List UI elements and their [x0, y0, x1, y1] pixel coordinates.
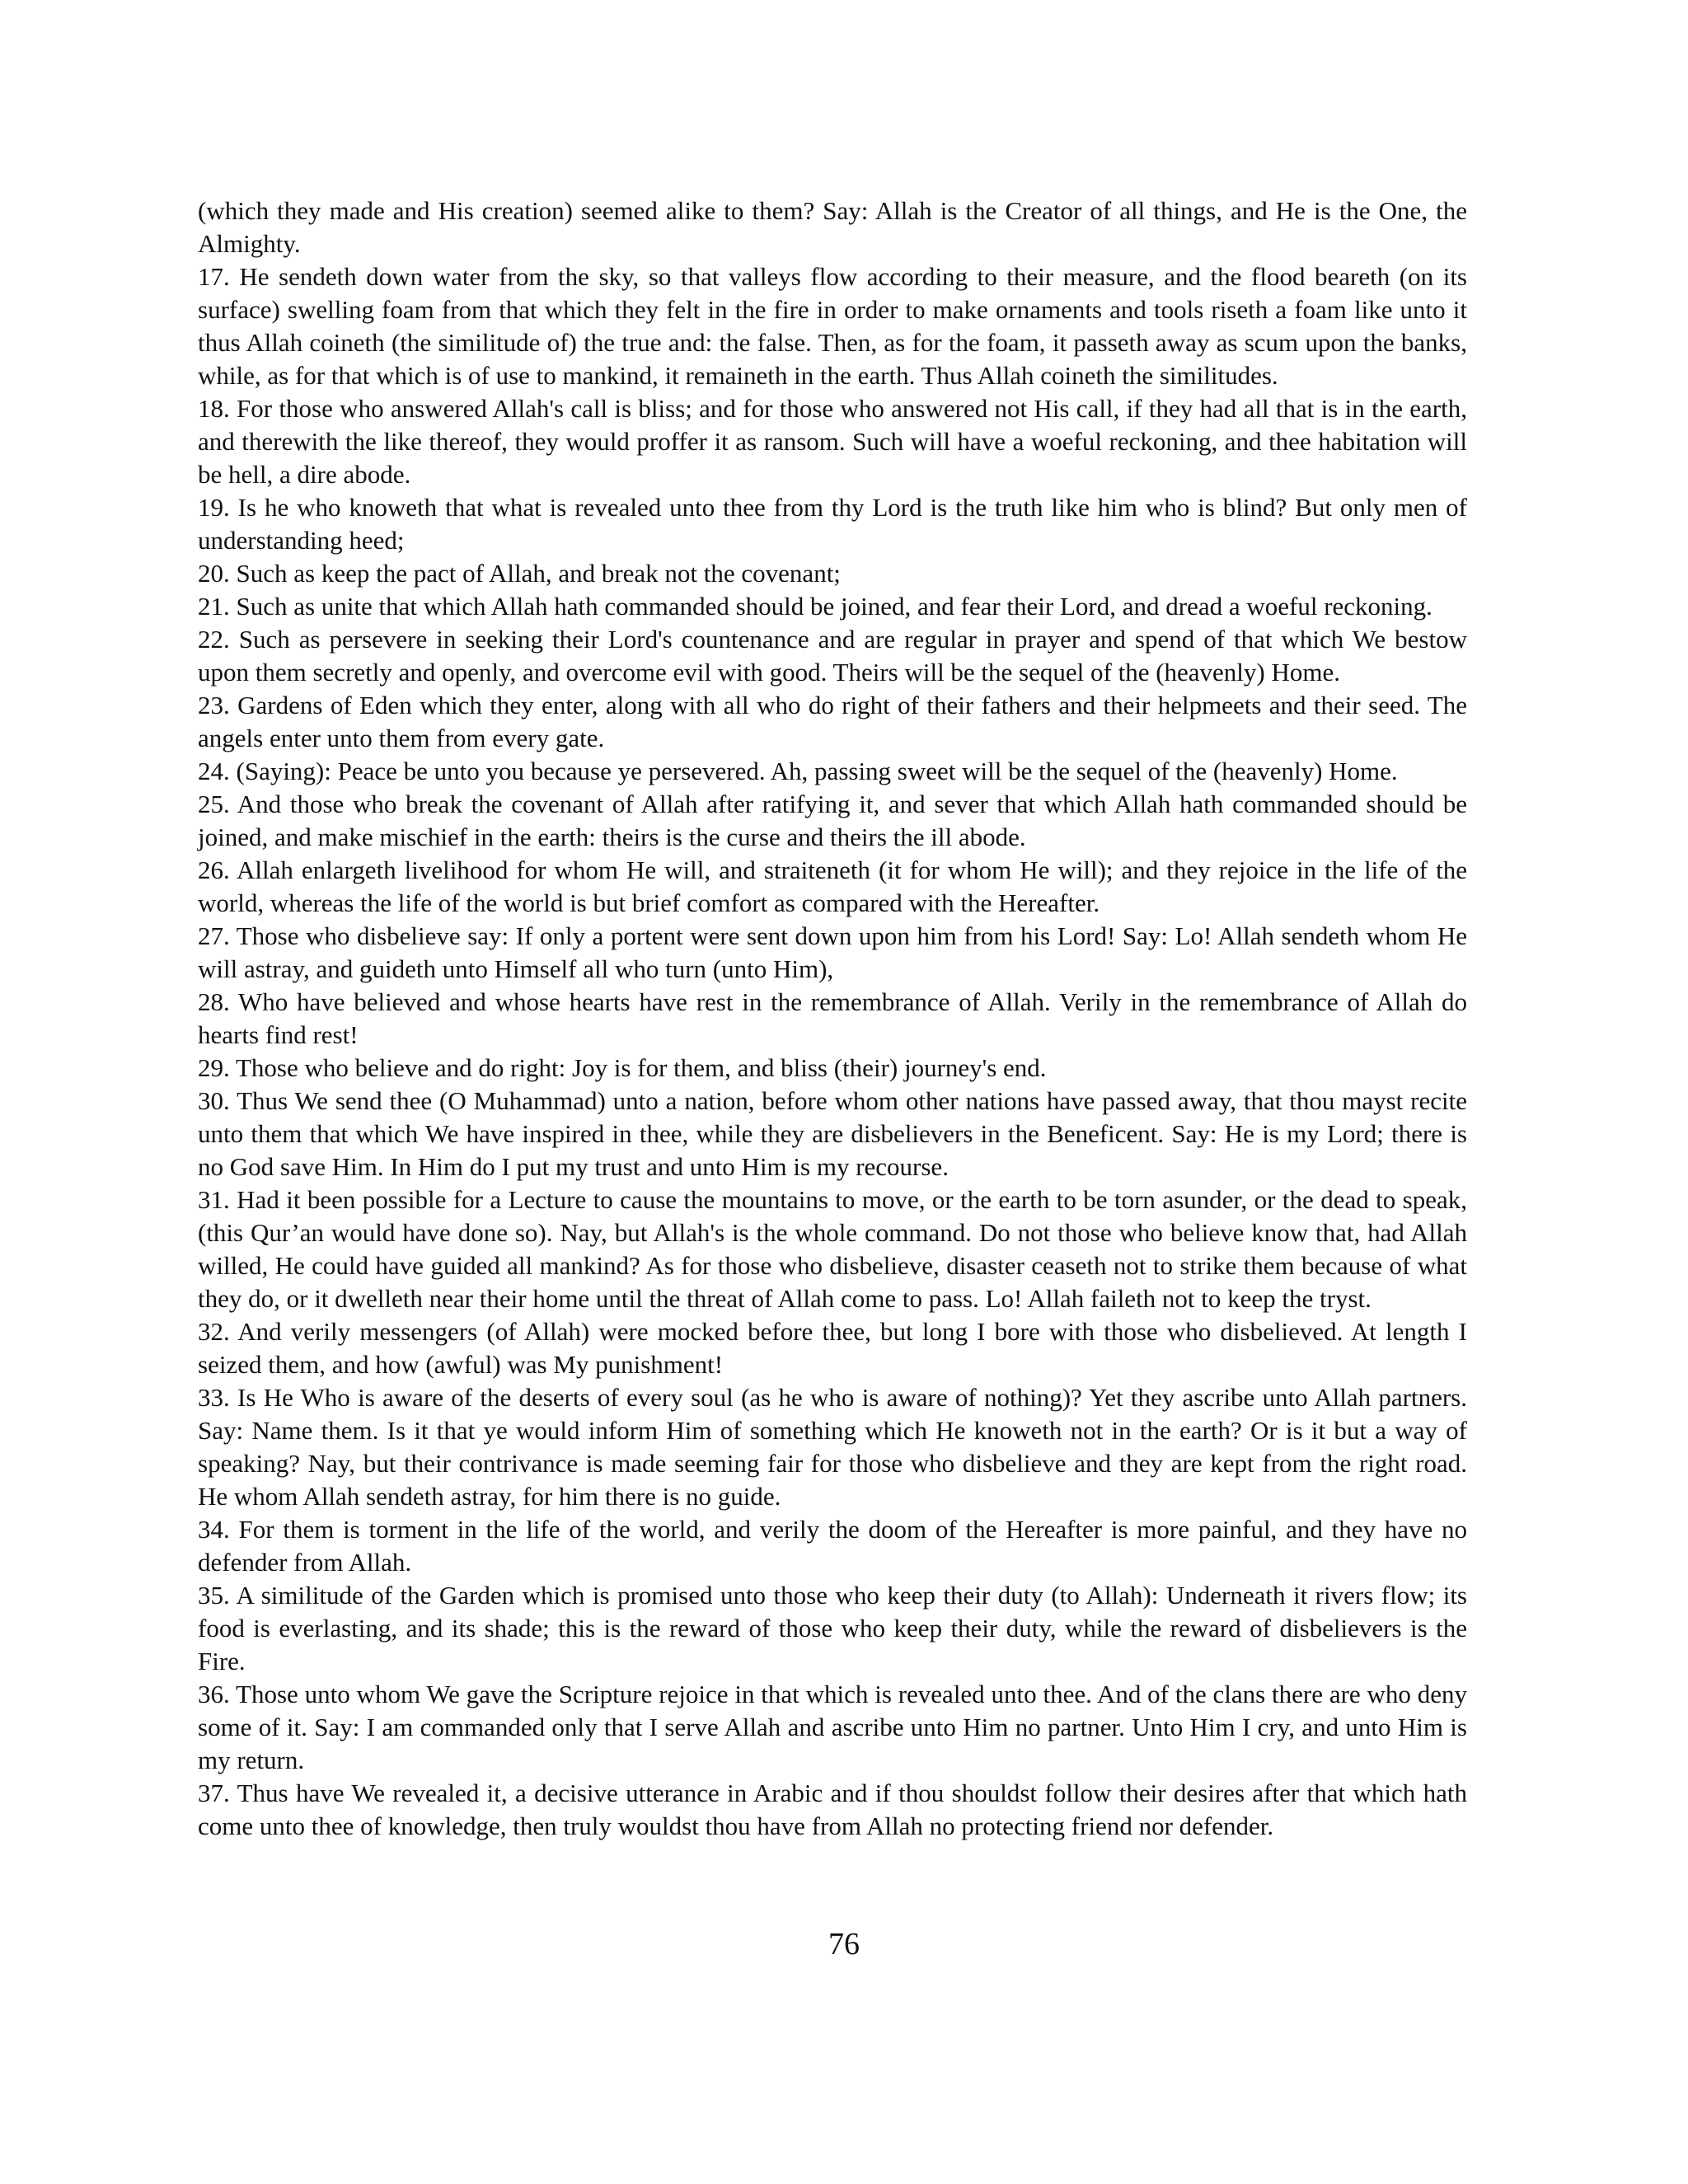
- verse-23: 23. Gardens of Eden which they enter, along with all who do right of their fathers and their helpmeets and their seed. The angels enter unto them from every gate.: [198, 691, 1467, 752]
- verse-17: 17. He sendeth down water from the sky, so that valleys flow according to their measure, and the flood beareth (on its surface) swelling foam from that which they felt in the fire in order to make ornaments and tools riseth a foam like unto it thus Allah coineth (the similitude of) the true and: the false. Then, as for the foam, it passeth away as scum upon the banks, while, as for that which is of use to mankind, it remaineth in the earth. Thus Allah coineth the similitudes.: [198, 262, 1467, 390]
- verse-35: 35. A similitude of the Garden which is promised unto those who keep their duty (to Allah): Underneath it rivers flow; its food is everlasting, and its shade; this is the reward of those who keep their duty, while the reward of disbelievers is the Fire.: [198, 1581, 1467, 1675]
- verse-28: 28. Who have believed and whose hearts have rest in the remembrance of Allah. Verily in the remembrance of Allah do hearts find rest!: [198, 987, 1467, 1049]
- verse-24: 24. (Saying): Peace be unto you because ye persevered. Ah, passing sweet will be the sequel of the (heavenly) Home.: [198, 757, 1398, 785]
- page-number: 76: [828, 1927, 860, 1961]
- verse-text-block: [198, 194, 1467, 1843]
- verse-34: 34. For them is torment in the life of the world, and verily the doom of the Hereafter is more painful, and they have no defender from Allah.: [198, 1515, 1467, 1577]
- verse-18: 18. For those who answered Allah's call is bliss; and for those who answered not His call, if they had all that is in the earth, and therewith the like thereof, they would proffer it as ransom. Such will have a woeful reckoning, and thee habitation will be hell, a dire abode.: [198, 394, 1467, 489]
- verse-33: 33. Is He Who is aware of the deserts of every soul (as he who is aware of nothing)? Yet they ascribe unto Allah partners. Say: Name them. Is it that ye would inform Him of something which He knoweth not in the earth? Or is it but a way of speaking? Nay, but their contrivance is made seeming fair for those who disbelieve and they are kept from the right road. He whom Allah sendeth astray, for him there is no guide.: [198, 1383, 1467, 1511]
- verse-36: 36. Those unto whom We gave the Scripture rejoice in that which is revealed unto thee. And of the clans there are who deny some of it. Say: I am commanded only that I serve Allah and ascribe unto Him no partner. Unto Him I cry, and unto Him is my return.: [198, 1680, 1467, 1774]
- verse-37: 37. Thus have We revealed it, a decisive utterance in Arabic and if thou shouldst follow their desires after that which hath come unto thee of knowledge, then truly wouldst thou have from Allah no protecting friend nor defender.: [198, 1779, 1467, 1840]
- verse-27: 27. Those who disbelieve say: If only a portent were sent down upon him from his Lord! Say: Lo! Allah sendeth whom He will astray, and guideth unto Himself all who turn (unto Him),: [198, 921, 1467, 983]
- verse-22: 22. Such as persevere in seeking their Lord's countenance and are regular in prayer and spend of that which We bestow upon them secretly and openly, and overcome evil with good. Theirs will be the sequel of the (heavenly) Home.: [198, 625, 1467, 687]
- verse-29: 29. Those who believe and do right: Joy is for them, and bliss (their) journey's end.: [198, 1053, 1047, 1082]
- verse-20: 20. Such as keep the pact of Allah, and break not the covenant;: [198, 559, 841, 588]
- verse-30: 30. Thus We send thee (O Muhammad) unto a nation, before whom other nations have passed away, that thou mayst recite unto them that which We have inspired in thee, while they are disbelievers in the Beneficent. Say: He is my Lord; there is no God save Him. In Him do I put my trust and unto Him is my recourse.: [198, 1086, 1467, 1181]
- verse-continuation: (which they made and His creation) seemed alike to them? Say: Allah is the Creator of all things, and He is the One, the Almighty.: [198, 196, 1467, 258]
- verse-31: 31. Had it been possible for a Lecture to cause the mountains to move, or the earth to be torn asunder, or the dead to speak, (this Qur’an would have done so). Nay, but Allah's is the whole command. Do not those who believe know that, had Allah willed, He could have guided all mankind? As for those who disbelieve, disaster ceaseth not to strike them because of what they do, or it dwelleth near their home until the threat of Allah come to pass. Lo! Allah faileth not to keep the tryst.: [198, 1185, 1467, 1313]
- verse-25: 25. And those who break the covenant of Allah after ratifying it, and sever that which Allah hath commanded should be joined, and make mischief in the earth: theirs is the curse and theirs the ill abode.: [198, 790, 1467, 851]
- verse-19: 19. Is he who knoweth that what is revealed unto thee from thy Lord is the truth like him who is blind? But only men of understanding heed;: [198, 493, 1467, 555]
- verse-26: 26. Allah enlargeth livelihood for whom He will, and straiteneth (it for whom He will); and they rejoice in the life of the world, whereas the life of the world is but brief comfort as compared with the Hereafter.: [198, 855, 1467, 917]
- verse-21: 21. Such as unite that which Allah hath commanded should be joined, and fear their Lord, and dread a woeful reckoning.: [198, 592, 1432, 621]
- verse-32: 32. And verily messengers (of Allah) were mocked before thee, but long I bore with those who disbelieved. At length I seized them, and how (awful) was My punishment!: [198, 1317, 1467, 1379]
